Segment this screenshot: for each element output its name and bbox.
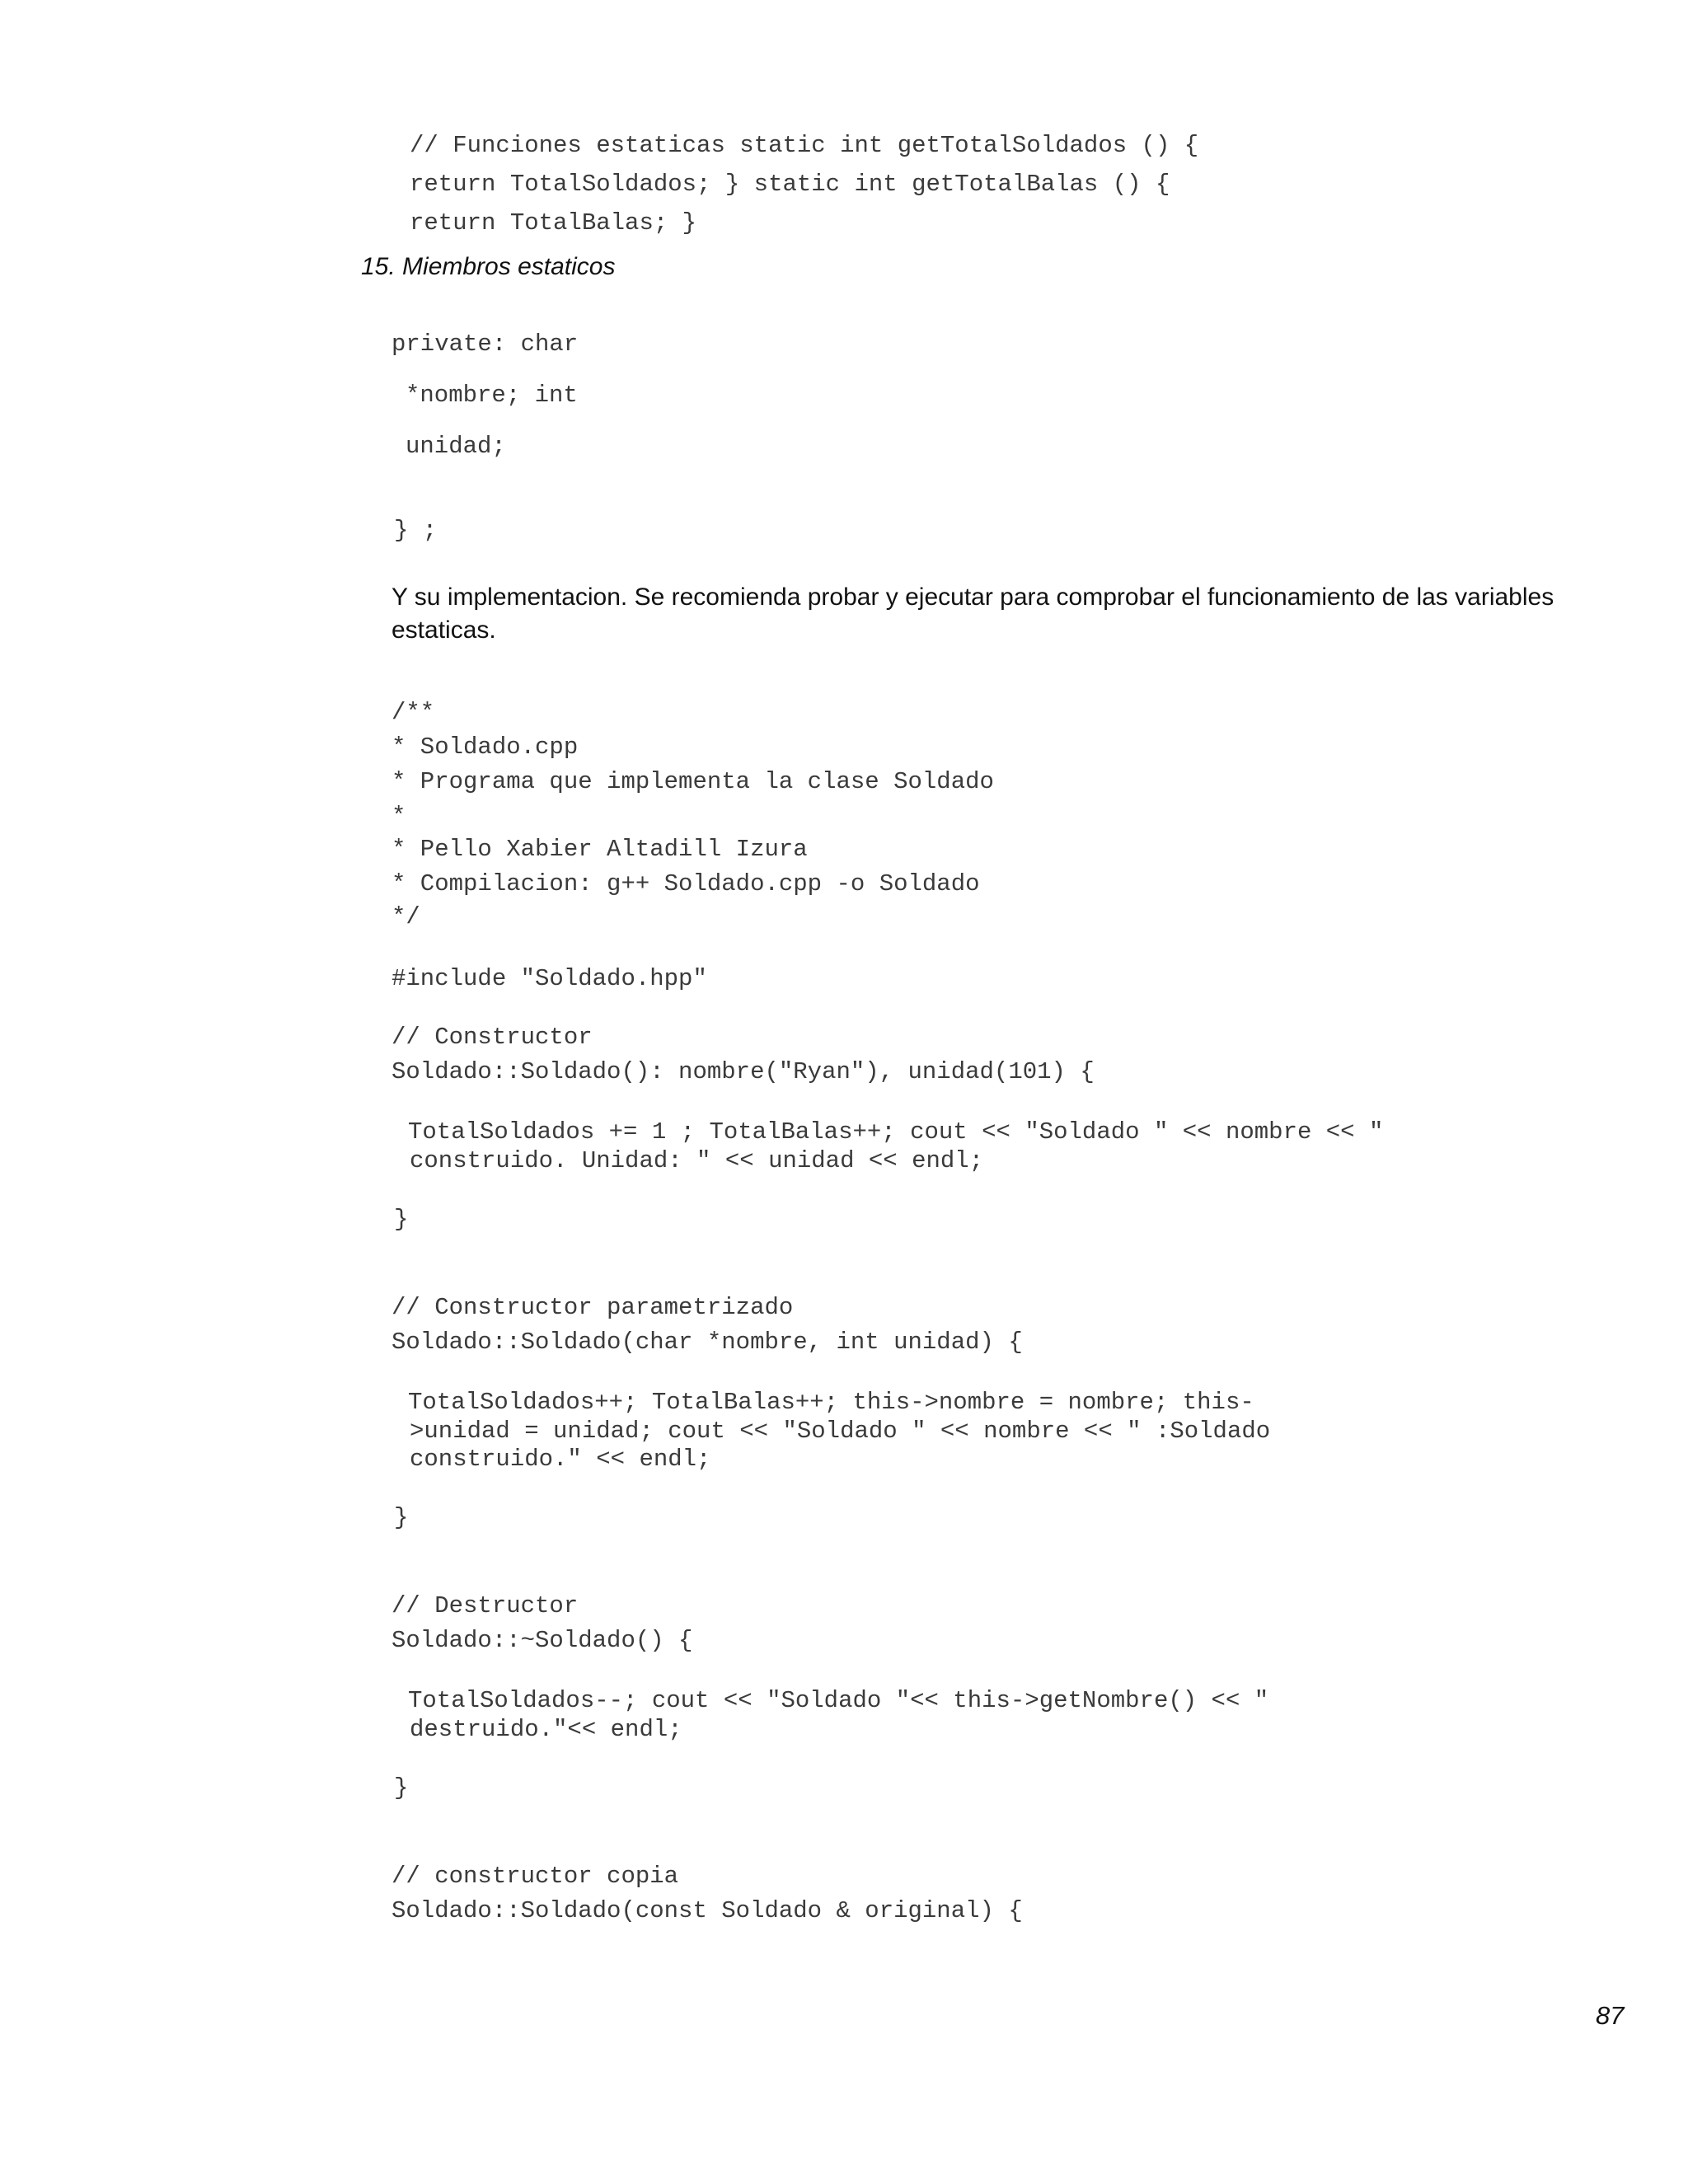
code-line: >unidad = unidad; cout << "Soldado " << nombre << " :Soldado: [410, 1418, 1271, 1445]
body-paragraph: Y su implementacion. Se recomienda probar y ejecutar para comprobar el funcionamiento de las variables estaticas.: [392, 583, 1554, 644]
code-line: TotalSoldados--; cout << "Soldado "<< this->getNombre() << ": [408, 1687, 1269, 1714]
code-line: // Constructor parametrizado: [392, 1294, 794, 1321]
code-line: * Soldado.cpp: [392, 733, 579, 761]
code-line: * Compilacion: g++ Soldado.cpp -o Soldado: [392, 870, 980, 898]
code-line: return TotalBalas; }: [410, 209, 697, 237]
code-line: }: [394, 1206, 409, 1233]
code-line: destruido."<< endl;: [410, 1716, 682, 1743]
code-line: // Funciones estaticas static int getTotalSoldados () {: [410, 132, 1199, 159]
code-line: private: char: [392, 330, 579, 358]
code-line: // Destructor: [392, 1592, 579, 1619]
code-line: }: [394, 1504, 409, 1531]
code-line: * Programa que implementa la clase Soldado: [392, 768, 994, 795]
code-line: * Pello Xabier Altadill Izura: [392, 836, 808, 863]
code-line: // constructor copia: [392, 1863, 679, 1890]
code-line: Soldado::Soldado(char *nombre, int unidad) {: [392, 1329, 1023, 1356]
code-line: // Constructor: [392, 1024, 593, 1051]
code-line: /**: [392, 699, 435, 726]
code-line: }: [394, 1774, 409, 1802]
section-heading: 15. Miembros estaticos: [361, 253, 616, 280]
code-line: *nombre; int: [406, 382, 578, 409]
code-line: TotalSoldados++; TotalBalas++; this->nombre = nombre; this-: [408, 1389, 1254, 1416]
code-line: construido." << endl;: [410, 1446, 711, 1473]
page-number: 87: [1596, 2001, 1625, 2030]
code-line: */: [392, 903, 420, 930]
code-line: return TotalSoldados; } static int getTotalBalas () {: [410, 171, 1170, 198]
code-line: Soldado::~Soldado() {: [392, 1627, 693, 1654]
code-line: unidad;: [406, 433, 506, 460]
code-line: *: [392, 803, 406, 830]
code-line: #include "Soldado.hpp": [392, 965, 707, 992]
code-line: TotalSoldados += 1 ; TotalBalas++; cout << "Soldado " << nombre << ": [408, 1118, 1384, 1146]
code-line: Soldado::Soldado(): nombre("Ryan"), unidad(101) {: [392, 1058, 1095, 1085]
code-line: } ;: [394, 517, 438, 544]
code-line: Soldado::Soldado(const Soldado & original) {: [392, 1897, 1023, 1924]
code-line: construido. Unidad: " << unidad << endl;: [410, 1147, 984, 1174]
